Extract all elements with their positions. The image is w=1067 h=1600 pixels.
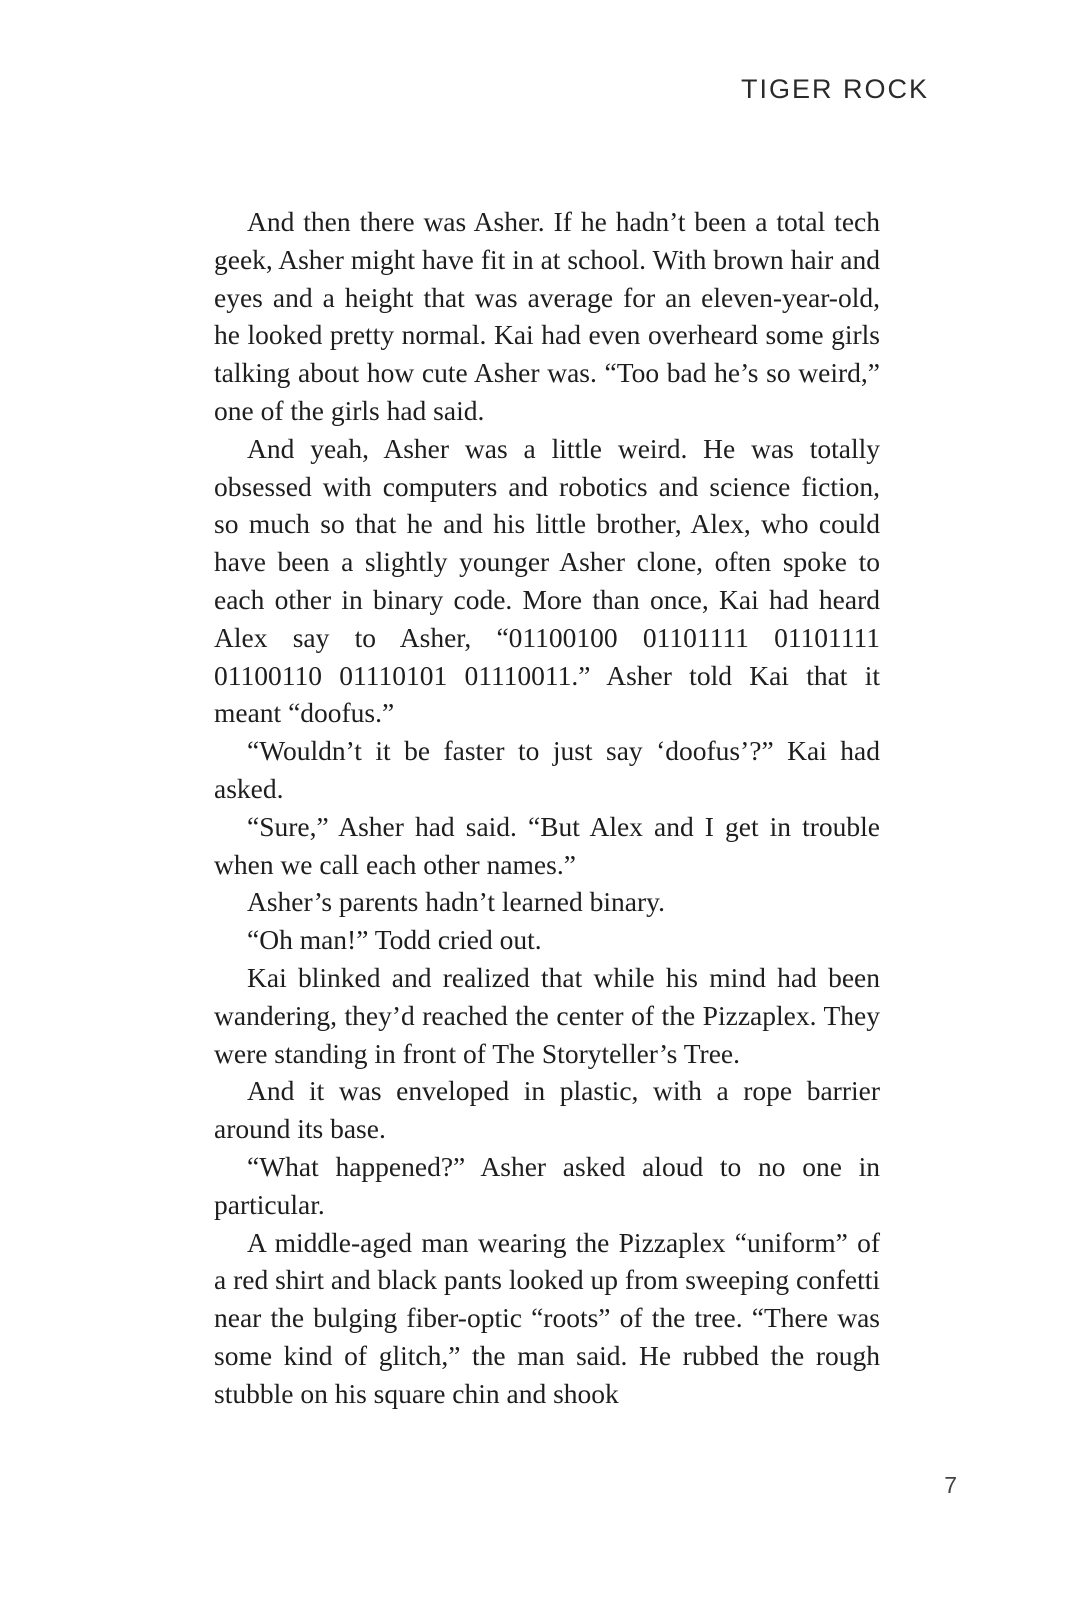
paragraph: “Wouldn’t it be faster to just say ‘doofus’?” Kai had asked.: [214, 735, 880, 804]
paragraph: “Sure,” Asher had said. “But Alex and I get in trouble when we call each other names.”: [214, 810, 880, 880]
paragraph: And yeah, Asher was a little weird. He was totally obsessed with computers and robotics and science fiction, so much so that he and his little brother, Alex, who could have been a slightly younger Asher clone, often spoke to each other in binary code. More than once, Kai had heard Alex say to Asher, “01100100 01101111 01101111 01100110 01110101 01110011.” Asher told Kai that it meant “doofus.”: [214, 432, 880, 729]
running-head: TIGER ROCK: [740, 74, 929, 104]
paragraph: Kai blinked and realized that while his mind had been wandering, they’d reached the center of the Pizzaplex. They were standing in front of The Storyteller’s Tree.: [214, 961, 880, 1069]
paragraph: “Oh man!” Todd cried out.: [247, 924, 542, 956]
body-text: [214, 203, 880, 1413]
paragraph: A middle-aged man wearing the Pizzaplex “uniform” of a red shirt and black pants looked up from sweeping confetti near the bulging fiber-optic “roots” of the tree. “There was some kind of glitch,” the man said. He rubbed the rough stubble on his square chin and shook: [214, 1226, 880, 1409]
paragraph: And then there was Asher. If he hadn’t been a total tech geek, Asher might have fit in at school. With brown hair and eyes and a height that was average for an eleven-year-old, he looked pretty normal. Kai had even overheard some girls talking about how cute Asher was. “Too bad he’s so weird,” one of the girls had said.: [214, 206, 880, 426]
paragraph: “What happened?” Asher asked aloud to no one in particular.: [214, 1150, 880, 1220]
paragraph: Asher’s parents hadn’t learned binary.: [247, 886, 665, 918]
page-number: 7: [944, 1472, 957, 1498]
paragraph: And it was enveloped in plastic, with a rope barrier around its base.: [214, 1075, 880, 1145]
